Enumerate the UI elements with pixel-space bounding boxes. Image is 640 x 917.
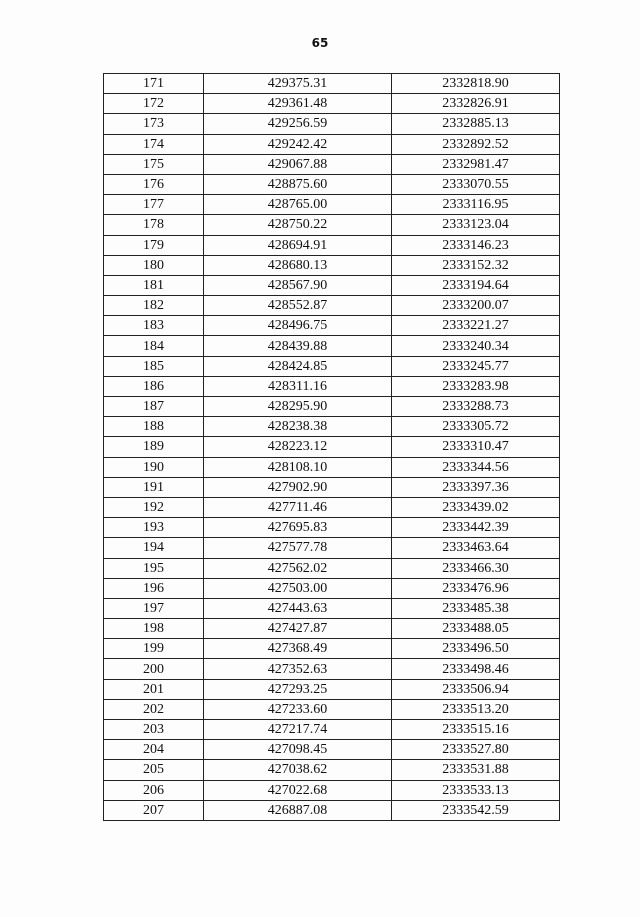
y-coordinate-cell: 2333146.23 bbox=[392, 235, 560, 255]
x-coordinate-cell: 427352.63 bbox=[204, 659, 392, 679]
y-coordinate-cell: 2332981.47 bbox=[392, 154, 560, 174]
table-row bbox=[104, 417, 560, 437]
point-number-cell: 177 bbox=[104, 195, 204, 215]
point-number-cell: 201 bbox=[104, 679, 204, 699]
y-coordinate-cell: 2333344.56 bbox=[392, 457, 560, 477]
x-coordinate-cell: 429256.59 bbox=[204, 114, 392, 134]
x-coordinate-cell: 429375.31 bbox=[204, 74, 392, 94]
point-number-cell: 185 bbox=[104, 356, 204, 376]
table-row bbox=[104, 336, 560, 356]
y-coordinate-cell: 2333245.77 bbox=[392, 356, 560, 376]
table-row bbox=[104, 598, 560, 618]
y-coordinate-cell: 2332892.52 bbox=[392, 134, 560, 154]
table-row bbox=[104, 174, 560, 194]
point-number-cell: 194 bbox=[104, 538, 204, 558]
y-coordinate-cell: 2333116.95 bbox=[392, 195, 560, 215]
y-coordinate-cell: 2333485.38 bbox=[392, 598, 560, 618]
table-row bbox=[104, 356, 560, 376]
table-row bbox=[104, 800, 560, 820]
y-coordinate-cell: 2333070.55 bbox=[392, 174, 560, 194]
y-coordinate-cell: 2333310.47 bbox=[392, 437, 560, 457]
x-coordinate-cell: 427695.83 bbox=[204, 518, 392, 538]
table-row bbox=[104, 296, 560, 316]
x-coordinate-cell: 427503.00 bbox=[204, 578, 392, 598]
y-coordinate-cell: 2333221.27 bbox=[392, 316, 560, 336]
x-coordinate-cell: 429242.42 bbox=[204, 134, 392, 154]
point-number-cell: 183 bbox=[104, 316, 204, 336]
point-number-cell: 207 bbox=[104, 800, 204, 820]
point-number-cell: 186 bbox=[104, 376, 204, 396]
y-coordinate-cell: 2333240.34 bbox=[392, 336, 560, 356]
point-number-cell: 171 bbox=[104, 74, 204, 94]
x-coordinate-cell: 427443.63 bbox=[204, 598, 392, 618]
table-row bbox=[104, 134, 560, 154]
x-coordinate-cell: 428552.87 bbox=[204, 296, 392, 316]
table-row bbox=[104, 780, 560, 800]
y-coordinate-cell: 2333506.94 bbox=[392, 679, 560, 699]
y-coordinate-cell: 2333283.98 bbox=[392, 376, 560, 396]
table-row bbox=[104, 457, 560, 477]
x-coordinate-cell: 428424.85 bbox=[204, 356, 392, 376]
x-coordinate-cell: 426887.08 bbox=[204, 800, 392, 820]
x-coordinate-cell: 427038.62 bbox=[204, 760, 392, 780]
y-coordinate-cell: 2333463.64 bbox=[392, 538, 560, 558]
point-number-cell: 195 bbox=[104, 558, 204, 578]
x-coordinate-cell: 427233.60 bbox=[204, 699, 392, 719]
point-number-cell: 192 bbox=[104, 497, 204, 517]
table-row bbox=[104, 74, 560, 94]
table-row bbox=[104, 215, 560, 235]
x-coordinate-cell: 428567.90 bbox=[204, 275, 392, 295]
table-row bbox=[104, 639, 560, 659]
x-coordinate-cell: 427427.87 bbox=[204, 619, 392, 639]
point-number-cell: 174 bbox=[104, 134, 204, 154]
y-coordinate-cell: 2333496.50 bbox=[392, 639, 560, 659]
y-coordinate-cell: 2333397.36 bbox=[392, 477, 560, 497]
point-number-cell: 172 bbox=[104, 94, 204, 114]
table-row bbox=[104, 255, 560, 275]
y-coordinate-cell: 2333123.04 bbox=[392, 215, 560, 235]
x-coordinate-cell: 429361.48 bbox=[204, 94, 392, 114]
x-coordinate-cell: 428223.12 bbox=[204, 437, 392, 457]
table-row bbox=[104, 538, 560, 558]
table-row bbox=[104, 497, 560, 517]
page-number: 65 bbox=[311, 36, 329, 50]
point-number-cell: 199 bbox=[104, 639, 204, 659]
table-row bbox=[104, 619, 560, 639]
y-coordinate-cell: 2333542.59 bbox=[392, 800, 560, 820]
x-coordinate-cell: 429067.88 bbox=[204, 154, 392, 174]
table-row bbox=[104, 316, 560, 336]
x-coordinate-cell: 427368.49 bbox=[204, 639, 392, 659]
table-row bbox=[104, 275, 560, 295]
table-row bbox=[104, 740, 560, 760]
x-coordinate-cell: 428680.13 bbox=[204, 255, 392, 275]
table-row bbox=[104, 518, 560, 538]
table-row bbox=[104, 659, 560, 679]
y-coordinate-cell: 2333194.64 bbox=[392, 275, 560, 295]
point-number-cell: 193 bbox=[104, 518, 204, 538]
y-coordinate-cell: 2333288.73 bbox=[392, 397, 560, 417]
y-coordinate-cell: 2333442.39 bbox=[392, 518, 560, 538]
y-coordinate-cell: 2332818.90 bbox=[392, 74, 560, 94]
point-number-cell: 197 bbox=[104, 598, 204, 618]
point-number-cell: 176 bbox=[104, 174, 204, 194]
y-coordinate-cell: 2333200.07 bbox=[392, 296, 560, 316]
coordinates-table-body bbox=[104, 74, 560, 821]
x-coordinate-cell: 428439.88 bbox=[204, 336, 392, 356]
table-row bbox=[104, 195, 560, 215]
table-row bbox=[104, 114, 560, 134]
table-row bbox=[104, 397, 560, 417]
y-coordinate-cell: 2333476.96 bbox=[392, 578, 560, 598]
point-number-cell: 188 bbox=[104, 417, 204, 437]
x-coordinate-cell: 428496.75 bbox=[204, 316, 392, 336]
y-coordinate-cell: 2333533.13 bbox=[392, 780, 560, 800]
x-coordinate-cell: 427562.02 bbox=[204, 558, 392, 578]
point-number-cell: 181 bbox=[104, 275, 204, 295]
x-coordinate-cell: 428750.22 bbox=[204, 215, 392, 235]
point-number-cell: 182 bbox=[104, 296, 204, 316]
coordinates-table bbox=[103, 73, 560, 821]
table-row bbox=[104, 760, 560, 780]
y-coordinate-cell: 2333513.20 bbox=[392, 699, 560, 719]
x-coordinate-cell: 427217.74 bbox=[204, 720, 392, 740]
table-row bbox=[104, 376, 560, 396]
x-coordinate-cell: 428295.90 bbox=[204, 397, 392, 417]
point-number-cell: 180 bbox=[104, 255, 204, 275]
y-coordinate-cell: 2333527.80 bbox=[392, 740, 560, 760]
table-row bbox=[104, 699, 560, 719]
table-row bbox=[104, 235, 560, 255]
point-number-cell: 179 bbox=[104, 235, 204, 255]
x-coordinate-cell: 428108.10 bbox=[204, 457, 392, 477]
x-coordinate-cell: 427711.46 bbox=[204, 497, 392, 517]
point-number-cell: 196 bbox=[104, 578, 204, 598]
x-coordinate-cell: 427902.90 bbox=[204, 477, 392, 497]
y-coordinate-cell: 2333466.30 bbox=[392, 558, 560, 578]
table-row bbox=[104, 154, 560, 174]
point-number-cell: 206 bbox=[104, 780, 204, 800]
x-coordinate-cell: 427293.25 bbox=[204, 679, 392, 699]
point-number-cell: 189 bbox=[104, 437, 204, 457]
y-coordinate-cell: 2333152.32 bbox=[392, 255, 560, 275]
table-row bbox=[104, 679, 560, 699]
y-coordinate-cell: 2333531.88 bbox=[392, 760, 560, 780]
y-coordinate-cell: 2333305.72 bbox=[392, 417, 560, 437]
y-coordinate-cell: 2332826.91 bbox=[392, 94, 560, 114]
point-number-cell: 203 bbox=[104, 720, 204, 740]
point-number-cell: 190 bbox=[104, 457, 204, 477]
x-coordinate-cell: 428694.91 bbox=[204, 235, 392, 255]
table-row bbox=[104, 578, 560, 598]
y-coordinate-cell: 2333498.46 bbox=[392, 659, 560, 679]
point-number-cell: 202 bbox=[104, 699, 204, 719]
table-row bbox=[104, 437, 560, 457]
point-number-cell: 200 bbox=[104, 659, 204, 679]
point-number-cell: 178 bbox=[104, 215, 204, 235]
point-number-cell: 204 bbox=[104, 740, 204, 760]
table-row bbox=[104, 720, 560, 740]
x-coordinate-cell: 428875.60 bbox=[204, 174, 392, 194]
x-coordinate-cell: 428311.16 bbox=[204, 376, 392, 396]
x-coordinate-cell: 428238.38 bbox=[204, 417, 392, 437]
table-row bbox=[104, 558, 560, 578]
x-coordinate-cell: 427022.68 bbox=[204, 780, 392, 800]
table-row bbox=[104, 94, 560, 114]
x-coordinate-cell: 427098.45 bbox=[204, 740, 392, 760]
point-number-cell: 175 bbox=[104, 154, 204, 174]
x-coordinate-cell: 427577.78 bbox=[204, 538, 392, 558]
point-number-cell: 184 bbox=[104, 336, 204, 356]
point-number-cell: 191 bbox=[104, 477, 204, 497]
y-coordinate-cell: 2333439.02 bbox=[392, 497, 560, 517]
point-number-cell: 198 bbox=[104, 619, 204, 639]
point-number-cell: 187 bbox=[104, 397, 204, 417]
point-number-cell: 205 bbox=[104, 760, 204, 780]
y-coordinate-cell: 2332885.13 bbox=[392, 114, 560, 134]
y-coordinate-cell: 2333515.16 bbox=[392, 720, 560, 740]
y-coordinate-cell: 2333488.05 bbox=[392, 619, 560, 639]
point-number-cell: 173 bbox=[104, 114, 204, 134]
table-row bbox=[104, 477, 560, 497]
x-coordinate-cell: 428765.00 bbox=[204, 195, 392, 215]
